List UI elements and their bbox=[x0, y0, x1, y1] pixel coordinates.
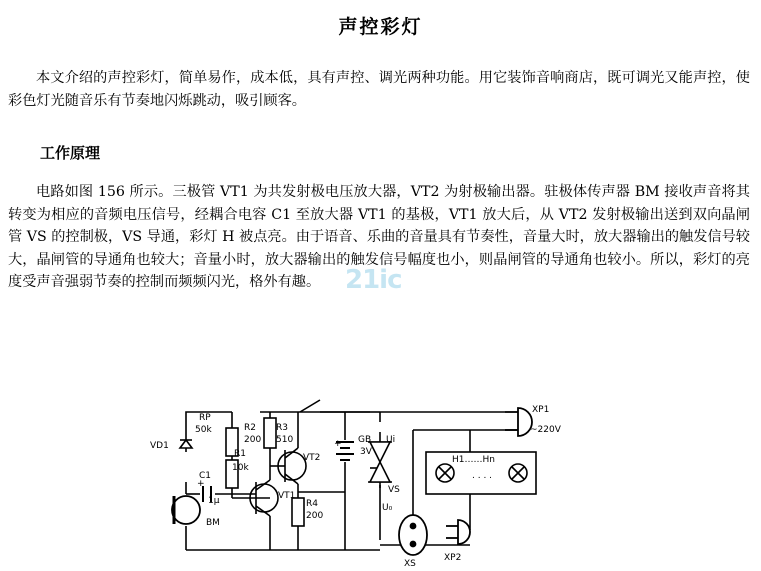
r3-label: R3 bbox=[276, 423, 288, 433]
bm-label: BM bbox=[206, 518, 220, 528]
xp2-plug bbox=[446, 520, 470, 544]
vt1-label: VT1 bbox=[278, 491, 296, 501]
vd1-label: VD1 bbox=[150, 441, 169, 451]
r4-value: 200 bbox=[306, 511, 324, 521]
c1-value: 1μ bbox=[208, 496, 220, 506]
vs-label: VS bbox=[388, 485, 400, 495]
gb-value: 3V bbox=[360, 447, 372, 457]
r2-value: 200 bbox=[244, 435, 262, 445]
xp1-plug bbox=[505, 408, 532, 436]
r3-value: 510 bbox=[276, 435, 294, 445]
vt2-label: VT2 bbox=[303, 453, 321, 463]
rp-value: 50k bbox=[195, 425, 212, 435]
uo-label: U₀ bbox=[382, 503, 393, 513]
xp1-voltage: ~220V bbox=[530, 425, 561, 435]
lamp-dots: . . . . bbox=[472, 471, 493, 481]
c1-label: C1 bbox=[199, 471, 212, 481]
xs-socket bbox=[399, 515, 427, 555]
r2-label: R2 bbox=[244, 423, 256, 433]
c1-plus: + bbox=[197, 479, 205, 489]
circuit-diagram bbox=[0, 370, 761, 570]
r1-label: R1 bbox=[234, 449, 246, 459]
xp2-label: XP2 bbox=[444, 553, 462, 563]
watermark-logo: 21ic bbox=[345, 265, 402, 295]
xp1-label: XP1 bbox=[532, 405, 550, 415]
gb-label: GB bbox=[358, 435, 372, 445]
article-title: 声控彩灯 bbox=[338, 16, 423, 38]
r4-label: R4 bbox=[306, 499, 318, 509]
body-paragraph: 电路如图 156 所示。三极管 VT1 为共发射极电压放大器，VT2 为射极输出器。驻极体传声器 BM 接收声音将其转变为相应的音频电压信号，经耦合电容 C1 至放大器 VT1 的基极，VT1 放大后，从 VT2 发射极输出送到双向晶闸管 VS 的控制极，VS 导通，彩灯 H 被点亮。由于语音、乐曲的音量具有节奏性，音量大时，放大器输出的触发信号较大，晶闸管的导通角也较大；音量小时，放大器输出的触发信号幅度也小，则晶闸管的导通角也较小。所以，彩灯的亮度受声音强弱节奏的控制而频频闪光，格外有趣。 bbox=[8, 184, 750, 290]
gb-plus: + bbox=[334, 439, 342, 449]
bm-microphone bbox=[172, 496, 200, 524]
intro-paragraph: 本文介绍的声控彩灯，简单易作，成本低，具有声控、调光两种功能。用它装饰音响商店，既可调光又能声控，使彩色灯光随音乐有节奏地闪烁跳动，吸引顾客。 bbox=[8, 70, 750, 109]
xs-label: XS bbox=[404, 559, 416, 569]
section-heading: 工作原理 bbox=[40, 144, 101, 162]
ui-label: Ui bbox=[386, 435, 396, 445]
rp-label: RP bbox=[199, 413, 211, 423]
lamps-label: H1……Hn bbox=[452, 455, 495, 465]
vd1-diode bbox=[180, 440, 192, 448]
r3-resistor bbox=[264, 418, 276, 448]
r4-resistor bbox=[292, 498, 304, 526]
r1-value: 10k bbox=[232, 463, 249, 473]
